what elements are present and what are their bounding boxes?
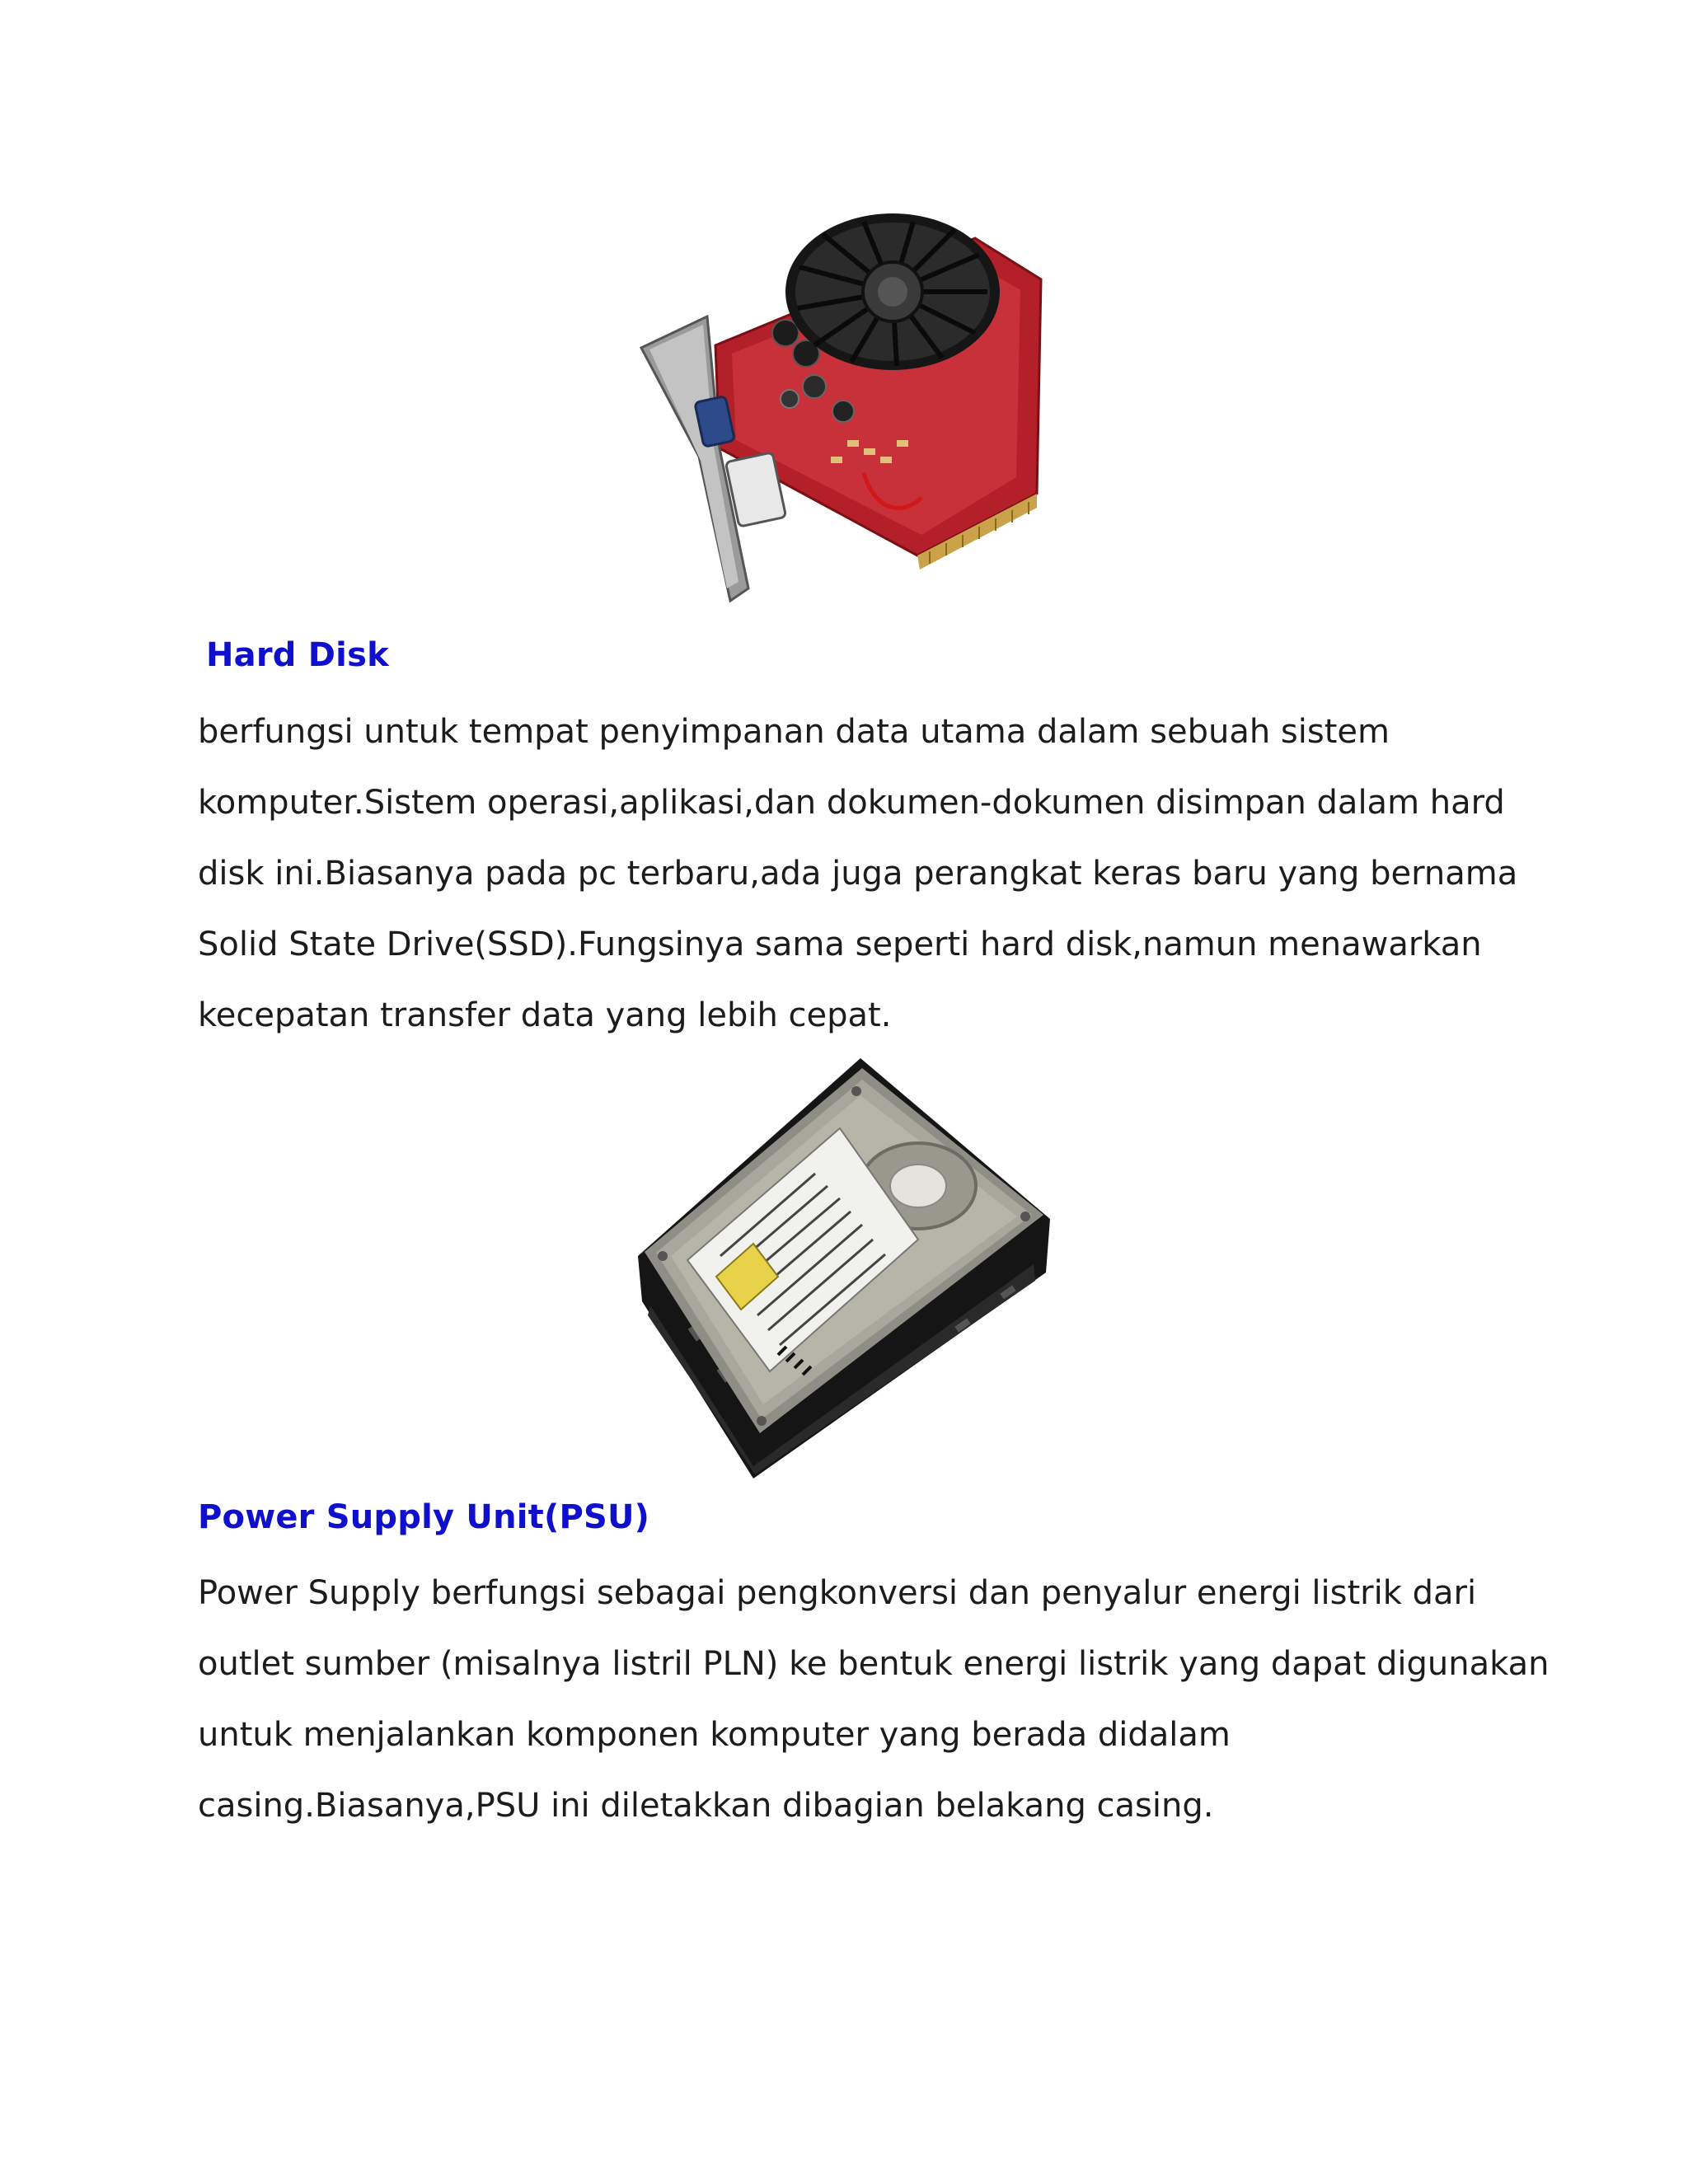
paragraph-line: Solid State Drive(SSD).Fungsinya sama seperti hard disk,namun menawarkan	[198, 926, 1482, 963]
paragraph-line: kecepatan transfer data yang lebih cepat.	[198, 996, 892, 1034]
paragraph-line: outlet sumber (misalnya listril PLN) ke bentuk energi listrik yang dapat digunakan	[198, 1645, 1550, 1683]
paragraph-line: disk ini.Biasanya pada pc terbaru,ada juga perangkat keras baru yang bernama	[198, 855, 1518, 893]
graphics-card-image	[640, 201, 1055, 613]
paragraph-line: komputer.Sistem operasi,aplikasi,dan dokumen-dokumen disimpan dalam hard	[198, 784, 1505, 822]
hard-disk-illustration	[636, 1058, 1052, 1479]
paragraph-line: berfungsi untuk tempat penyimpanan data utama dalam sebuah sistem	[198, 713, 1390, 751]
hard-disk-heading: Hard Disk	[206, 636, 389, 674]
psu-paragraph	[198, 1558, 1549, 1841]
hard-disk-paragraph	[198, 696, 1517, 1051]
paragraph-line: casing.Biasanya,PSU ini diletakkan dibagian belakang casing.	[198, 1787, 1214, 1825]
paragraph-line: untuk menjalankan komponen komputer yang berada didalam	[198, 1716, 1231, 1754]
paragraph-line: Power Supply berfungsi sebagai pengkonversi dan penyalur energi listrik dari	[198, 1574, 1477, 1612]
graphics-card-illustration	[640, 201, 1055, 613]
hard-disk-image	[636, 1058, 1052, 1479]
psu-heading: Power Supply Unit(PSU)	[198, 1498, 650, 1536]
